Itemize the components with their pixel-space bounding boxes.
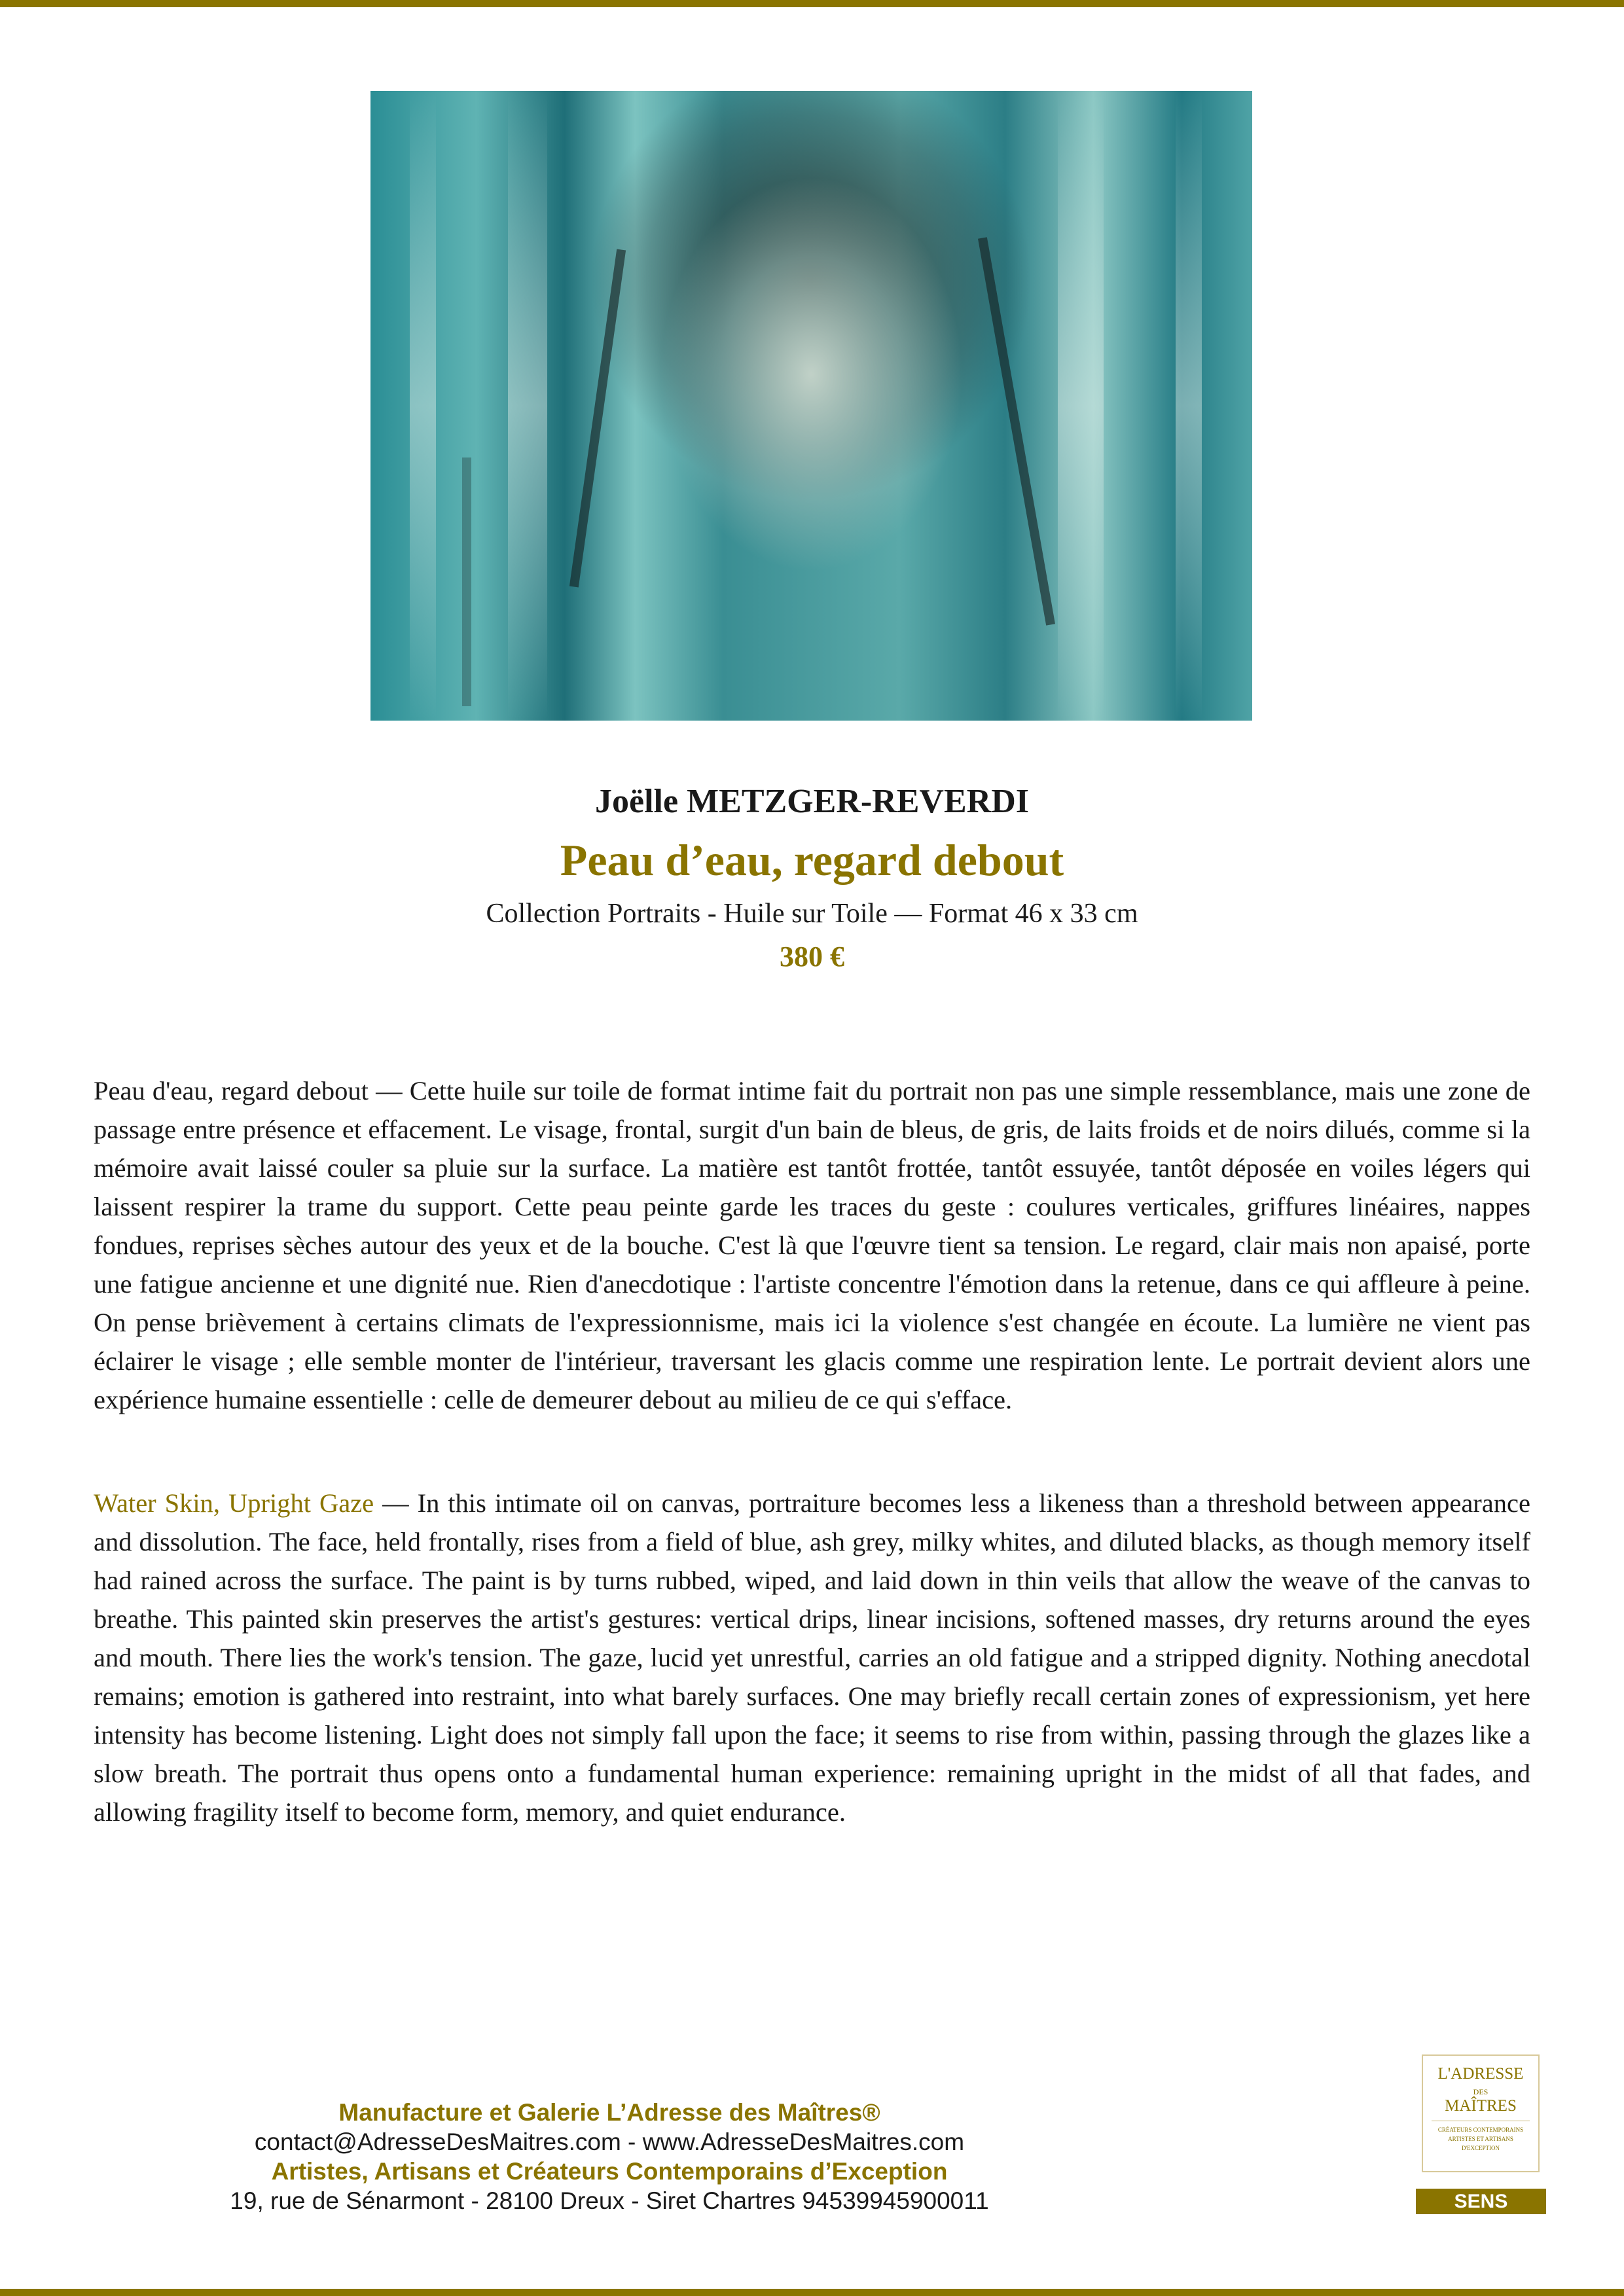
description-english <box>94 1484 1530 1831</box>
logo-line2: DES <box>1473 2087 1489 2096</box>
logo-line1: L'ADRESSE <box>1437 2065 1524 2083</box>
artwork-details: Collection Portraits - Huile sur Toile — Format 46 x 33 cm <box>486 899 1138 929</box>
logo-sub1: CRÉATEURS CONTEMPORAINS <box>1437 2126 1524 2133</box>
artwork-price: 380 € <box>780 941 844 973</box>
footer-contact[interactable]: contact@AdresseDesMaitres.com - www.AdresseDesMaitres.com <box>254 2128 965 2155</box>
footer <box>0 2098 1219 2215</box>
english-text: — In this intimate oil on canvas, portraiture becomes less a likeness than a threshold between appearance and dissolution. The face, held frontally, rises from a field of blue, ash grey, milky whites, and diluted blacks, as though memory itself had rained across the surface. The paint is by turns rubbed, wiped, and laid down in thin veils that allow the weave of the canvas to breathe. This painted skin preserves the artist's gestures: vertical drips, linear incisions, softened masses, dry returns around the eyes and mouth. There lies the work's tension. The gaze, lucid yet unrestful, carries an old fatigue and a stripped dignity. Nothing anecdotal remains; emotion is gathered into restraint, into what barely surfaces. One may briefly recall certain zones of expressionism, yet here intensity has become listening. Light does not simply fall upon the face; it seems to rise from within, passing through the glazes like a slow breath. The portrait thus opens onto a fundamental human experience: remaining upright in the midst of all that fades, and allowing fragility itself to become form, memory, and quiet endurance. <box>94 1488 1530 1827</box>
english-title: Water Skin, Upright Gaze <box>94 1488 374 1518</box>
location-badge: SENS <box>1416 2189 1546 2214</box>
description-french: Peau d'eau, regard debout — Cette huile sur toile de format intime fait du portrait non pas une simple ressemblance, mais une zone de passage entre présence et effacement. Le visage, frontal, surgit d'un bain de bleus, de gris, de laits froids et de noirs dilués, comme si la mémoire avait laissé couler sa pluie sur la surface. La matière est tantôt frottée, tantôt essuyée, tantôt déposée en voiles légers qui laissent respirer la trame du support. Cette peau peinte garde les traces du geste : coulures verticales, griffures linéaires, nappes fondues, reprises sèches autour des yeux et de la bouche. C'est là que l'œuvre tient sa tension. Le regard, clair mais non apaisé, porte une fatigue ancienne et une dignité nue. Rien d'anecdotique : l'artiste concentre l'émotion dans la retenue, dans ce qui affleure à peine. On pense brièvement à certains climats de l'expressionnisme, mais ici la violence s'est changée en écoute. La lumière ne vient pas éclairer le visage ; elle semble monter de l'intérieur, traversant les glacis comme une respiration lente. Le portrait devient alors une expérience humaine essentielle : celle de demeurer debout au milieu de ce qui s'efface. <box>94 1076 1530 1414</box>
artwork-image <box>370 91 1252 721</box>
footer-tagline: Artistes, Artisans et Créateurs Contemporains d’Exception <box>271 2158 948 2185</box>
footer-address: 19, rue de Sénarmont - 28100 Dreux - Siret Chartres 94539945900011 <box>230 2187 989 2214</box>
bottom-border <box>0 2289 1624 2296</box>
top-border <box>0 0 1624 7</box>
footer-company: Manufacture et Galerie L’Adresse des Maîtres® <box>338 2099 880 2126</box>
logo-sub3: D'EXCEPTION <box>1461 2145 1500 2151</box>
logo-line3: MAÎTRES <box>1445 2097 1517 2115</box>
artwork-title: Peau d’eau, regard debout <box>560 835 1064 885</box>
logo-sub2: ARTISTES ET ARTISANS <box>1448 2136 1513 2142</box>
gallery-logo <box>1422 2054 1540 2172</box>
artist-name: Joëlle METZGER-REVERDI <box>595 783 1029 820</box>
